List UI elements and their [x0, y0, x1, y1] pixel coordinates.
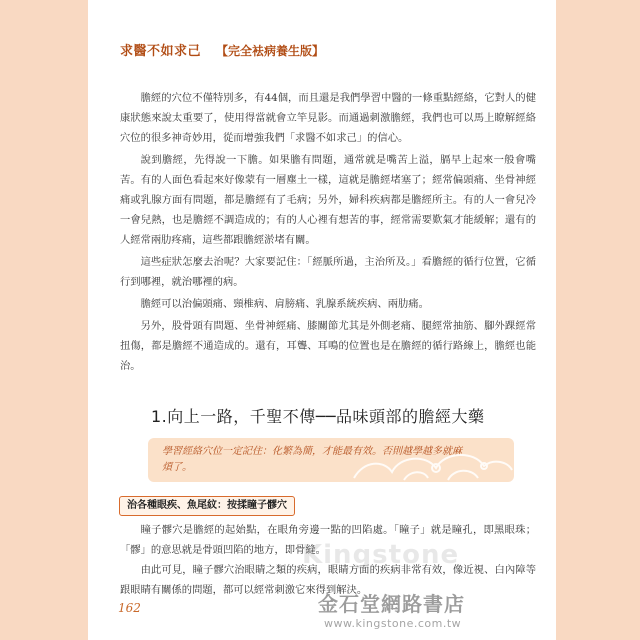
watermark-url: www.kingstone.com.tw — [324, 617, 462, 630]
paragraph: 膽經可以治偏頭痛、頸椎病、肩膀痛、乳腺系統疾病、兩肋痛。 — [140, 298, 429, 310]
watermark-logo: 金石堂網路書店 — [318, 592, 465, 616]
cloud-pattern-icon — [344, 438, 514, 482]
callout-box — [148, 438, 514, 482]
paragraph: 這些症狀怎麼去治呢？大家要記住：「經脈所過，主治所及。」看膽經的循行位置，它循行到哪裡，就治哪裡的病。 — [120, 256, 536, 288]
book-page — [88, 0, 556, 640]
paragraph: 另外，股骨頭有問題、坐骨神經痛、膝關節尤其是外側老痛、腿經常抽筋、腳外踝經常扭傷，都是膽經不通造成的。還有，耳聾、耳鳴的位置也是在膽經的循行路線上，膽經也能治。 — [120, 320, 536, 372]
mid-watermark: Kingstone — [302, 540, 460, 570]
section-heading: 1.向上一路，千聖不傳──品味頭部的膽經大藥 — [151, 407, 485, 426]
paragraph: 由此可見，瞳子髎穴治眼睛之類的疾病，眼睛方面的疾病非常有效，像近視、白內障等跟眼睛有關係的問題，都可以經常刺激它來得到解決。 — [120, 564, 536, 596]
paragraph: 說到膽經，先得說一下膽。如果膽有問題，通常就是嘴苦上溢，膈早上起來一般會嘴苦。有的人面色看起來好像蒙有一層塵土一樣，這就是膽經堵塞了；經常偏頭痛、坐骨神經痛或乳腺方面有問題，都是膽經有了毛病；另外，婦科疾病都是膽經所主。有的人一會兒冷一會兒熱，也是膽經不調造成的；有的人心裡有想苦的事，經常需要歎氣才能緩解；還有的人經常兩肋疼痛，這些都跟膽經淤堵有關。 — [120, 154, 536, 246]
running-header — [120, 40, 536, 60]
callout-text: 學習經絡穴位一定記住：化繁為簡，才能最有效。否則越學越多就麻煩了。 — [162, 446, 462, 473]
paragraph: 瞳子髎穴是膽經的起始點，在眼角旁邊一點的凹陷處。「瞳子」就是瞳孔，即黑眼珠；「髎」的意思就是骨頭凹陷的地方，即骨縫。 — [120, 524, 536, 556]
book-title: 求醫不如求己 — [120, 44, 202, 59]
page-number: 162 — [118, 601, 141, 615]
body-text — [120, 88, 536, 376]
acupoint-subheading: 治各種眼疾、魚尾紋：按揉瞳子髎穴 — [119, 496, 295, 516]
book-subtitle: 【完全袪病養生版】 — [216, 44, 325, 58]
paragraph: 膽經的穴位不僅特別多，有44個，而且還是我們學習中醫的一條重點經絡，它對人的健康狀態來說太重要了，使用得當就會立竿見影。而通過刺激膽經，我們也可以馬上瞭解經絡穴位的很多神奇妙用，從而增強我們「求醫不如求己」的信心。 — [120, 92, 536, 144]
